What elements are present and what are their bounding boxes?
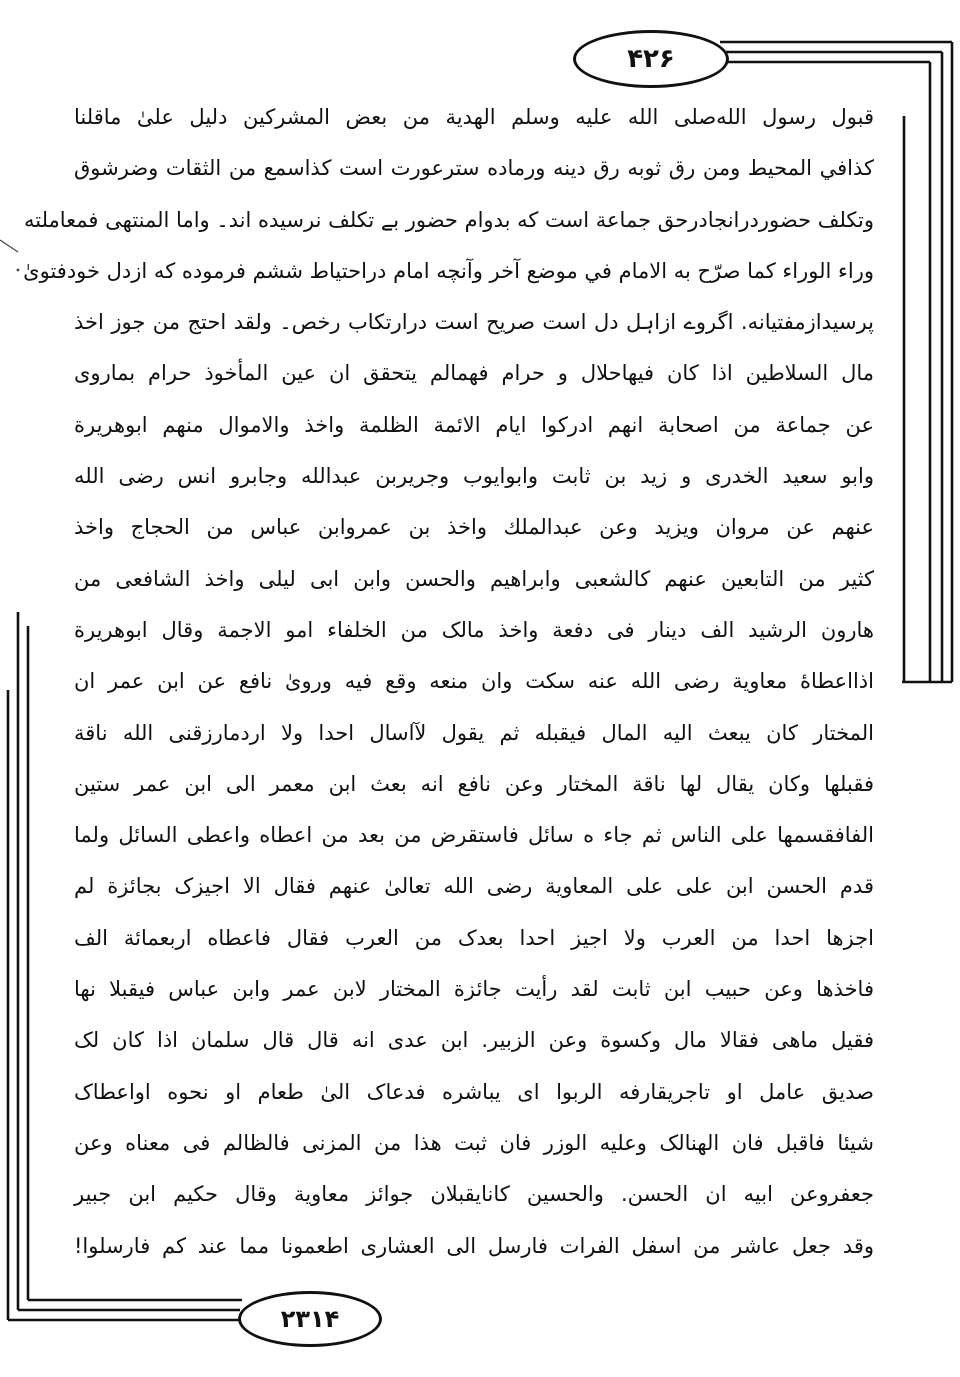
text-line: وقد جعل عاشر من اسفل الفرات فارسل الى العشارى اطعمونا مما عند كم فارسلوا! — [74, 1233, 874, 1258]
text-line: فاخذها وعن حبيب ابن ثابت لقد رأيت جائزة المختار لابن عمر وابن عباس فيقبلا نها — [74, 977, 874, 1002]
text-line: قدم الحسن ابن على على المعاوية رضى الله تعالىٰ عنهم فقال الا اجيزک بجائزة لم — [74, 874, 874, 899]
text-line: كثير من التابعين عنهم كالشعبى وابراهيم والحسن وابن ابى ليلى واخذ الشافعى من — [74, 566, 874, 591]
text-line: وابو سعيد الخدرى و زيد بن ثابت وابوايوب وجريربن عبدالله وجابرو انس رضى الله — [74, 464, 874, 489]
page-number-bottom: ۲۳۱۴ — [238, 1291, 382, 1347]
text-line: پرسيدازمفتيانه. اگروے ازاہل دل است صريح است درارتكاب رخص۔ ولقد احتج من جوز اخذ — [74, 310, 874, 335]
text-line: جعفروعن ابيه ان الحسن. والحسين كانايقبلان جوائز معاوية وقال حكيم ابن جبير — [74, 1182, 874, 1207]
text-line: هارون الرشيد الف دينار فى دفعة واخذ مالک من الخلفاء امو الاجمة وقال ابوهريرة — [74, 617, 874, 642]
text-line: فقيل ماهى فقالا مال وكسوة وعن الزبير. ابن عدى انه قال قال سلمان اذا كان لک — [74, 1028, 874, 1053]
text-line: عن جماعة من اصحابة انهم ادركوا ايام الائمة الظلمة واخذ والاموال منهم ابوهريرة — [74, 412, 874, 437]
text-line: كذافي المحيط ومن رق ثوبه رق دينه ورماده سترعورت است كذاسمع من الثقات وضرشوق — [74, 156, 874, 181]
page-number-top: ۴۲۶ — [573, 30, 729, 88]
text-line: وراء الوراء كما صرّح به الامام في موضع آخر وآنچه امام دراحتياط ششم فرموده كه ازدل خودفتوىٰ — [23, 258, 874, 283]
text-line: فقبلها وكان يقال لها ناقة المختار وعن نافع انه بعث ابن معمر الى ابن عمر ستين — [74, 771, 874, 796]
text-line: اجزها احدا من العرب ولا اجيز احدا بعدک من العرب فقال فاعطاه اربعمائة الف — [74, 925, 874, 950]
text-line: الفافقسمها على الناس ثم جاء ه سائل فاستقرض من بعد من اعطاه واعطى السائل ولما — [74, 823, 874, 848]
text-line: شيئا فاقبل فان الهنالک وعليه الوزر فان ثبت هذا من المزنى فالظالم فى معناه وعن — [74, 1130, 874, 1155]
text-line: وتكلف حضوردرانجادرحق جماعة است كه بدوام حضور بے تكلف نرسيده اند۔ واما المنتهى فمعاملته — [23, 207, 874, 232]
text-line: اذااعطاهٔ معاوية رضى الله عنه سكت وان منعه وقع فيه وروىٰ نافع عن ابن عمر ان — [74, 669, 874, 694]
text-line: مال السلاطين اذا كان فيهاحلال و حرام فهمالم يتحقق ان عين المأخوذ حرام بماروى — [74, 361, 874, 386]
body-text — [23, 92, 874, 1272]
text-line: المختار كان يبعث اليه المال فيقبله ثم يقول لآاسال احدا ولا اردمارزقنى الله ناقة — [74, 720, 874, 745]
text-line: عنهم عن مروان ويزيد وعن عبدالملك واخذ بن عمروابن عباس من الحجاج واخذ — [74, 515, 874, 540]
text-line: قبول رسول الله‌صلى الله عليه وسلم الهدية من بعض المشركين دليل علىٰ ماقلنا — [74, 105, 874, 129]
text-line: صديق عامل او تاجريقارفه الربوا اى يباشره فدعاک الىٰ طعام او نحوه اواعطاک — [74, 1079, 874, 1104]
